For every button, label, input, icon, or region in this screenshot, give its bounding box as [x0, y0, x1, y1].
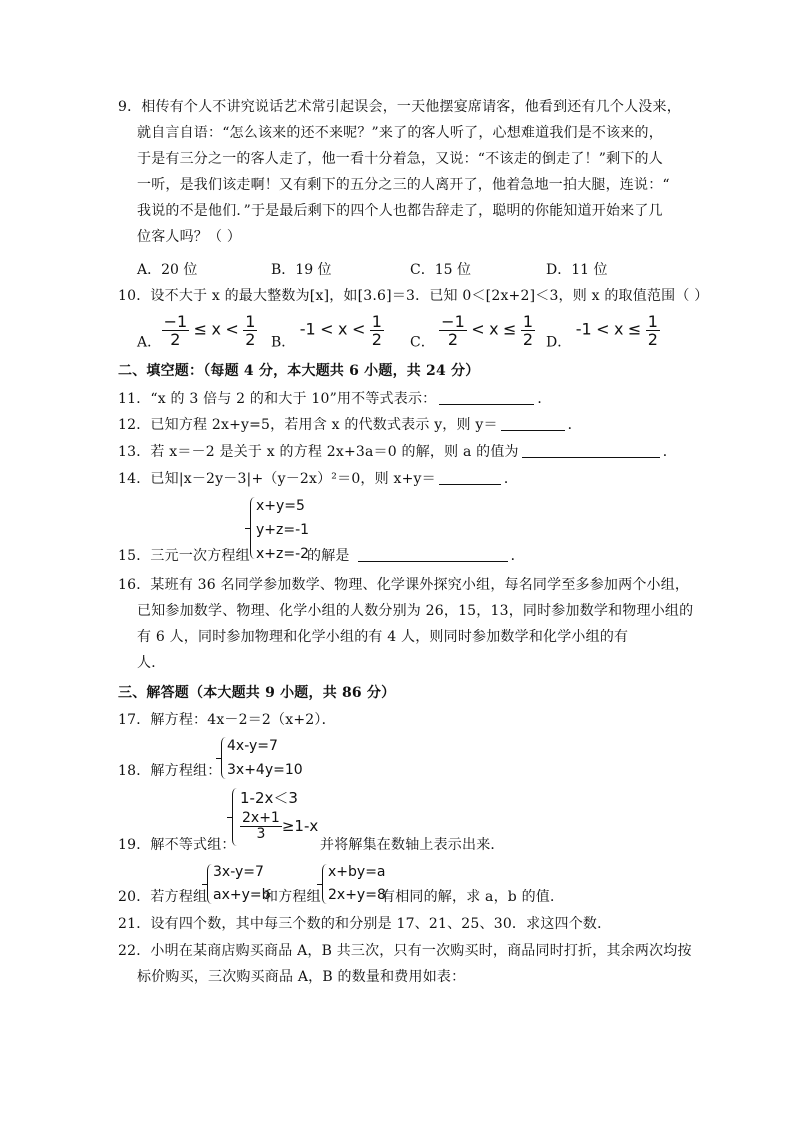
q15-prefix: 15．三元一次方程组 — [118, 548, 250, 564]
q10-d-den: 2 — [647, 330, 658, 349]
q15-suffix-line: 的解是 ． — [307, 548, 525, 564]
q15-suffix: 的解是 — [307, 548, 350, 564]
q10-b-den: 2 — [371, 330, 382, 349]
q15-brace — [250, 497, 255, 559]
q20-brace-1 — [207, 864, 212, 904]
q10-option-b-label: B． — [271, 334, 296, 351]
q10-a-left-den: 2 — [170, 330, 181, 349]
q10-d-minus-one: -1 — [575, 319, 592, 339]
q10-b-x: x — [338, 319, 348, 339]
q20-brace-2-tip — [317, 884, 322, 885]
q18-brace — [221, 737, 226, 779]
q15-eq-1: x+y=5 — [256, 498, 305, 514]
q9-option-c: C．15 位 — [410, 262, 471, 278]
q10-c-right-num: 1 — [522, 312, 534, 331]
q10-option-b — [271, 313, 384, 352]
question-14: 14．已知|x－2y－3|+（y－2x）²＝0，则 x+y＝ ． — [118, 471, 519, 487]
q10-d-frac — [646, 313, 660, 348]
q22-line-2: 标价购买，三次购买商品 A，B 的数量和费用如表： — [137, 969, 466, 985]
q19-brace-tip — [227, 817, 232, 818]
question-13: 13．若 x＝－2 是关于 x 的方程 2x+3a＝0 的解，则 a 的值为 ． — [118, 444, 677, 460]
question-21: 21．设有四个数，其中每三个数的和分别是 17、21、25、30．求这四个数． — [118, 916, 612, 932]
q9-line-6: 位客人吗？（ ） — [137, 229, 242, 245]
q20-sys1-eq-1: 3x-y=7 — [213, 864, 264, 880]
q12-answer-blank — [501, 416, 565, 431]
q10-a-left-num: 1 — [176, 312, 188, 331]
q15-brace-tip — [245, 528, 250, 529]
q20-brace-1-tip — [202, 884, 207, 885]
q10-c-frac-left: $\frac{-1}{2}$ — [441, 312, 465, 349]
q10-option-d — [546, 313, 660, 352]
q10-b-lt-2: < — [351, 319, 366, 339]
q22-line-1: 22．小明在某商店购买商品 A，B 共三次，只有一次购买时，商品同时打折，其余两次均按 — [118, 943, 692, 959]
q13-answer-blank — [522, 443, 660, 458]
q14-answer-blank — [439, 470, 501, 485]
q10-option-d-label: D． — [546, 334, 572, 351]
q10-d-num: 1 — [647, 312, 658, 331]
q10-a-le: ≤ — [193, 319, 208, 339]
q10-c-left-num: 1 — [454, 312, 465, 331]
q10-c-x: x — [489, 319, 499, 339]
q10-a-x: x — [211, 319, 221, 339]
q14-text: 14．已知|x－2y－3|+（y－2x）²＝0，则 x+y＝ — [118, 471, 436, 487]
q15-eq-3: x+z=-2 — [256, 546, 310, 562]
q10-c-frac-right — [521, 313, 535, 348]
q9-option-d: D．11 位 — [546, 262, 608, 278]
q10-d-lt: < — [596, 319, 610, 339]
q10-c-le: ≤ — [503, 319, 517, 339]
q20-sys2-eq-2: 2x+y=8 — [328, 887, 386, 903]
q15-eq-2: y+z=-1 — [256, 522, 310, 538]
q10-b-frac — [370, 313, 384, 348]
q10-c-right-den: 2 — [522, 330, 534, 349]
q20-suffix: 有相同的解，求 a，b 的值． — [381, 889, 565, 905]
q10-a-right-num: 1 — [245, 312, 256, 331]
q10-option-c — [410, 313, 535, 352]
q18-eq-2: 3x+4y=10 — [227, 762, 303, 778]
q10-c-left-den: 2 — [447, 330, 459, 349]
q19-rhs: ≥1-x — [281, 817, 319, 835]
q16-line-1: 16．某班有 36 名同学参加数学、物理、化学课外探究小组，每名同学至多参加两个小组， — [118, 577, 690, 593]
q10-a-frac-left: $\frac{-1}{2}$ — [163, 312, 188, 349]
q20-sys1-eq-2: ax+y=b — [213, 887, 271, 903]
q19-frac-num: 2x+1 — [242, 810, 280, 826]
section-2-heading: 二、填空题：（每题 4 分，本大题共 6 小题，共 24 分） — [118, 363, 480, 379]
q10-d-x: x — [613, 319, 624, 339]
q10-option-c-label: C． — [410, 334, 435, 351]
q9-option-b: B．19 位 — [271, 262, 332, 278]
q10-option-a-label: A． — [137, 334, 162, 351]
q19-frac — [240, 811, 282, 842]
q10-option-a — [137, 313, 257, 352]
q18-eq-1: 4x-y=7 — [227, 738, 278, 754]
q13-text: 13．若 x＝－2 是关于 x 的方程 2x+3a＝0 的解，则 a 的值为 — [118, 444, 519, 460]
section-3-heading: 三、解答题（本大题共 9 小题，共 86 分） — [118, 685, 396, 701]
q10-b-lt-1: < — [320, 319, 334, 339]
q15-answer-blank — [358, 547, 508, 562]
question-12: 12．已知方程 2x+y=5，若用含 x 的代数式表示 y，则 y＝ ． — [118, 417, 582, 433]
q11-text: 11．“x 的 3 倍与 2 的和大于 10”用不等式表示： — [118, 391, 437, 407]
q18-prefix: 18．解方程组： — [118, 763, 222, 779]
q9-line-4: 一听，是我们该走啊！又有剩下的五分之三的人离开了，他着急地一拍大腿，连说：“ — [137, 177, 670, 193]
q9-line-5: 我说的不是他们．”于是最后剩下的四个人也都告辞走了，聪明的你能知道开始来了几 — [137, 203, 663, 219]
q18-brace-tip — [216, 758, 221, 759]
question-11: 11．“x 的 3 倍与 2 的和大于 10”用不等式表示： ． — [118, 391, 552, 407]
q19-eq-2 — [240, 811, 318, 842]
q9-line-1: 9．相传有个人不讲究说话艺术常引起误会，一天他摆宴席请客，他看到还有几个人没来， — [118, 99, 681, 115]
q10-stem: 10．设不大于 x 的最大整数为[x]，如[3.6]＝3．已知 0＜[2x+2]＜3，则 x 的取值范围（ ） — [118, 288, 709, 304]
q10-b-num: 1 — [371, 312, 382, 331]
q10-d-le: ≤ — [627, 319, 642, 339]
q9-line-2: 就自言自语：“怎么该来的还不来呢？”来了的客人听了，心想难道我们是不该来的， — [137, 125, 663, 141]
q19-frac-den: 3 — [256, 826, 266, 842]
q16-line-2: 已知参加数学、物理、化学小组的人数分别为 26，15，13，同时参加数学和物理小组的 — [137, 603, 694, 619]
q9-option-a: A．20 位 — [137, 262, 198, 278]
q11-answer-blank — [439, 390, 534, 405]
q19-prefix: 19．解不等式组： — [118, 837, 236, 853]
q10-a-lt: < — [225, 319, 239, 339]
q19-eq-1: 1-2x＜3 — [240, 789, 298, 807]
q10-c-lt: < — [471, 319, 485, 339]
q10-b-minus-one: -1 — [299, 319, 316, 339]
q16-line-4: 人． — [137, 655, 166, 671]
q20-sys2-eq-1: x+by=a — [328, 864, 386, 880]
q12-text: 12．已知方程 2x+y=5，若用含 x 的代数式表示 y，则 y＝ — [118, 417, 498, 433]
q10-a-frac-right — [243, 313, 257, 348]
q20-mid: 和方程组 — [264, 889, 321, 905]
q16-line-3: 有 6 人，同时参加物理和化学小组的有 4 人，则同时参加数学和化学小组的有 — [137, 629, 629, 645]
q19-suffix: 并将解集在数轴上表示出来． — [320, 837, 505, 853]
q20-brace-2 — [322, 864, 327, 904]
question-17: 17．解方程：4x－2＝2（x+2）． — [118, 712, 336, 728]
q10-a-right-den: 2 — [245, 330, 256, 349]
q20-prefix: 20．若方程组 — [118, 889, 208, 905]
q9-line-3: 于是有三分之一的客人走了，他一看十分着急，又说：“不该走的倒走了！”剩下的人 — [137, 151, 663, 167]
